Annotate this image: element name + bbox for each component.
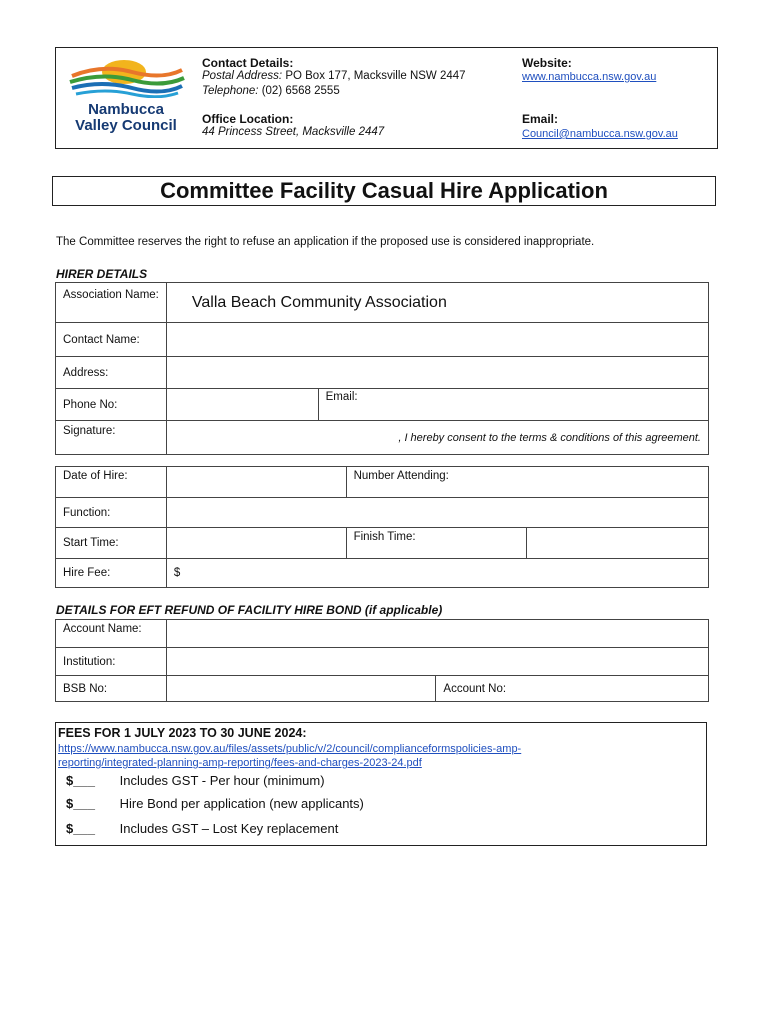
number-attending-field[interactable] [346,467,708,498]
bsb-label: BSB No: [56,676,167,702]
booking-table [55,466,709,588]
date-of-hire-field[interactable] [166,467,346,498]
logo-waves-icon [62,58,190,98]
fee-description: Includes GST - Per hour (minimum) [119,773,325,788]
fees-title: FEES FOR 1 JULY 2023 TO 30 JUNE 2024: [58,726,307,740]
fees-box [55,722,707,846]
office-location-label: Office Location: [202,112,294,126]
contact-details-label: Contact Details: [202,56,294,70]
fee-row [66,796,364,811]
postal-value: PO Box 177, Macksville NSW 2447 [285,70,466,82]
signature-label: Signature: [56,421,167,455]
hirer-details-table [55,282,709,455]
bsb-field[interactable] [166,676,436,702]
fee-description: Includes GST – Lost Key replacement [119,821,339,836]
institution-field[interactable] [166,648,708,676]
account-name-field[interactable] [166,620,708,648]
fee-amount[interactable]: $___ [66,796,95,811]
fee-description: Hire Bond per application (new applicants) [119,796,364,811]
function-label: Function: [56,498,167,528]
association-name-field[interactable]: Valla Beach Community Association [166,283,708,323]
date-of-hire-label: Date of Hire: [56,467,167,498]
council-logo [62,58,190,138]
email-link[interactable]: Council@nambucca.nsw.gov.au [522,128,678,140]
hire-fee-currency: $ [173,567,181,579]
eft-section-title: DETAILS FOR EFT REFUND OF FACILITY HIRE BOND (if applicable) [56,603,443,617]
postal-address [202,70,466,82]
account-name-label: Account Name: [56,620,167,648]
contact-name-label: Contact Name: [56,323,167,357]
function-field[interactable] [166,498,708,528]
association-label: Association Name: [56,283,167,323]
fees-link-line2[interactable]: reporting/integrated-planning-amp-reporting/fees-and-charges-2023-24.pdf [58,757,422,769]
fee-row [66,773,325,788]
phone-field[interactable] [166,389,318,421]
address-label: Address: [56,357,167,389]
hire-fee-field[interactable] [166,559,708,588]
fee-row [66,821,338,836]
phone-label: Phone No: [56,389,167,421]
start-time-field[interactable] [166,528,346,559]
council-header [55,47,718,149]
intro-text: The Committee reserves the right to refuse an application if the proposed use is considered inappropriate. [56,236,595,248]
consent-text: , I hereby consent to the terms & conditions of this agreement. [398,431,701,444]
finish-time-label: Finish Time: [346,528,527,559]
hirer-email-label: Email: [325,391,358,403]
fee-amount[interactable]: $___ [66,773,95,788]
start-time-label: Start Time: [56,528,167,559]
telephone [202,85,340,97]
postal-label: Postal Address: [202,70,283,82]
address-field[interactable] [166,357,708,389]
hirer-email-field[interactable] [318,389,708,421]
email-label: Email: [522,112,559,126]
logo-line2: Valley Council [75,117,177,134]
contact-name-field[interactable] [166,323,708,357]
hirer-section-title: HIRER DETAILS [56,267,148,281]
website-link[interactable]: www.nambucca.nsw.gov.au [522,71,657,83]
fee-amount[interactable]: $___ [66,821,95,836]
logo-line1: Nambucca [88,101,164,118]
account-no-field[interactable] [436,676,709,702]
signature-field[interactable] [166,421,708,455]
finish-time-field[interactable] [527,528,709,559]
fees-link-line1[interactable]: https://www.nambucca.nsw.gov.au/files/assets/public/v/2/council/complianceformspolicies-amp- [58,743,522,755]
eft-table [55,619,709,702]
telephone-value: (02) 6568 2555 [261,85,340,97]
number-attending-label: Number Attending: [353,470,449,482]
form-title: Committee Facility Casual Hire Application [52,176,716,206]
hire-fee-label: Hire Fee: [56,559,167,588]
website-label: Website: [522,56,572,70]
office-location-value: 44 Princess Street, Macksville 2447 [202,126,385,138]
account-no-label: Account No: [443,682,507,695]
telephone-label: Telephone: [202,85,259,97]
institution-label: Institution: [56,648,167,676]
